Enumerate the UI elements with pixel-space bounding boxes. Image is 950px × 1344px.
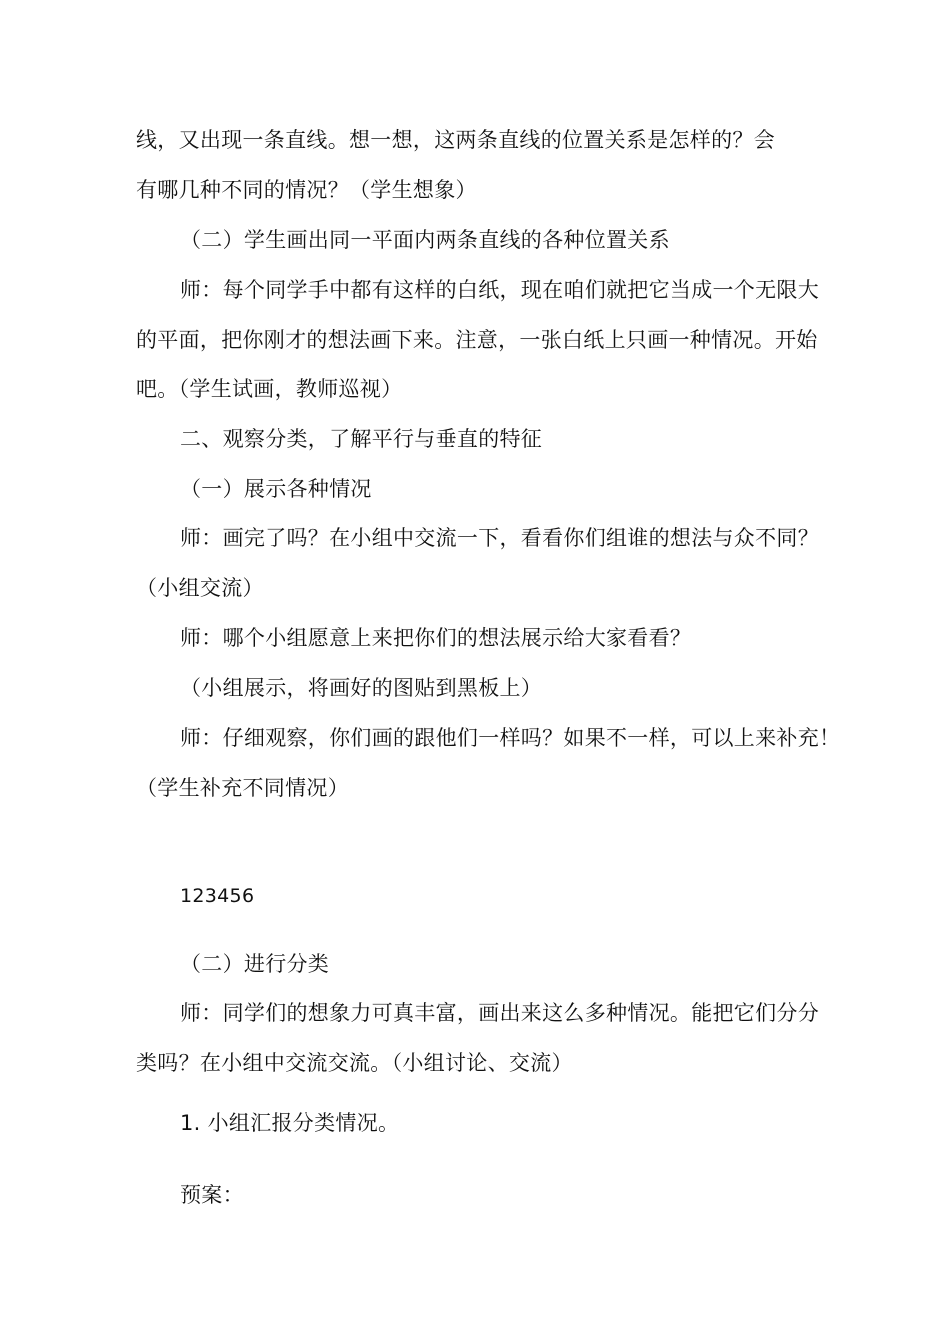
text-line: 类吗？在小组中交流交流。（小组讨论、交流） [136,1051,573,1075]
figure-numbers: 123456 [180,885,255,907]
text-line: 的平面，把你刚才的想法画下来。注意，一张白纸上只画一种情况。开始 [136,328,818,352]
section-heading: （二）学生画出同一平面内两条直线的各种位置关系 [180,228,670,252]
text-line: 有哪几种不同的情况？（学生想象） [136,178,477,202]
text-line: 线，又出现一条直线。想一想，这两条直线的位置关系是怎样的？会 [136,128,775,152]
section-heading: （二）进行分类 [180,952,330,976]
text-line: （小组交流） [136,576,264,600]
text-line: 师：哪个小组愿意上来把你们的想法展示给大家看看？ [180,626,692,650]
list-item: 1. 小组汇报分类情况。 [180,1111,400,1135]
text-line: 师：画完了吗？在小组中交流一下，看看你们组谁的想法与众不同？ [180,526,819,550]
text-line: 师：每个同学手中都有这样的白纸，现在咱们就把它当成一个无限大 [180,278,819,302]
section-heading: 二、观察分类，了解平行与垂直的特征 [180,427,543,451]
text-line: （小组展示，将画好的图贴到黑板上） [180,676,543,700]
text-line: 师：仔细观察，你们画的跟他们一样吗？如果不一样，可以上来补充！ [180,726,841,750]
text-line: 预案： [180,1183,244,1207]
text-line: 师：同学们的想象力可真丰富，画出来这么多种情况。能把它们分分 [180,1001,819,1025]
section-heading: （一）展示各种情况 [180,477,372,501]
text-line: 吧。（学生试画，教师巡视） [136,377,403,401]
text-line: （学生补充不同情况） [136,776,349,800]
